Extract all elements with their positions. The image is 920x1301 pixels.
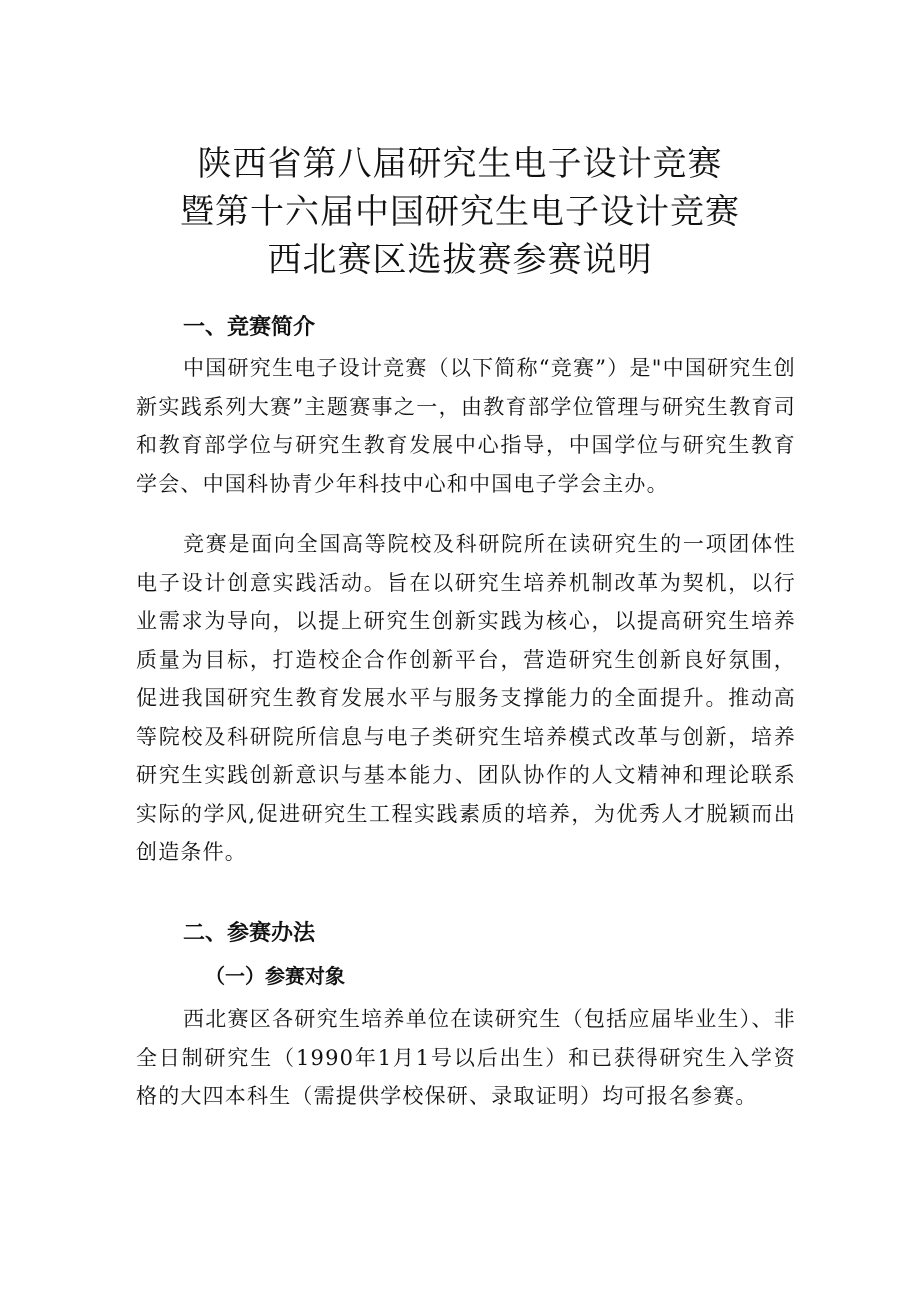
paragraph-participants: 西北赛区各研究生培养单位在读研究生（包括应届毕业生）、非全日制研究生（1990年1月1号以后出生）和已获得研究生入学资格的大四本科生（需提供学校保研、录取证明）均可报名参赛。 xyxy=(136,1007,796,1108)
section-heading-participation: 二、参赛办法 xyxy=(183,921,316,946)
title-line-1: 陕西省第八届研究生电子设计竞赛 xyxy=(197,144,723,184)
title-line-2: 暨第十六届中国研究生电子设计竞赛 xyxy=(180,192,740,232)
section-heading-intro: 一、竞赛简介 xyxy=(183,315,316,340)
title-line-3: 西北赛区选拔赛参赛说明 xyxy=(267,240,653,280)
subsection-heading-participants: （一）参赛对象 xyxy=(205,964,345,988)
paragraph-intro-2: 竞赛是面向全国高等院校及科研院所在读研究生的一项团体性电子设计创意实践活动。旨在以研究生培养机制改革为契机，以行业需求为导向，以提上研究生创新实践为核心，以提高研究生培养质量为目标，打造校企合作创新平台，营造研究生创新良好氛围，促进我国研究生教育发展水平与服务支撑能力的全面提升。推动高等院校及科研院所信息与电子类研究生培养模式改革与创新，培养研究生实践创新意识与基本能力、团队协作的人文精神和理论联系实际的学风,促进研究生工程实践素质的培养，为优秀人才脱颖而出创造条件。 xyxy=(136,532,796,864)
paragraph-intro-1: 中国研究生电子设计竞赛（以下简称“竞赛”）是"中国研究生创新实践系列大赛”主题赛事之一，由教育部学位管理与研究生教育司和教育部学位与研究生教育发展中心指导，中国学位与研究生教育学会、中国科协青少年科技中心和中国电子学会主办。 xyxy=(136,356,796,496)
